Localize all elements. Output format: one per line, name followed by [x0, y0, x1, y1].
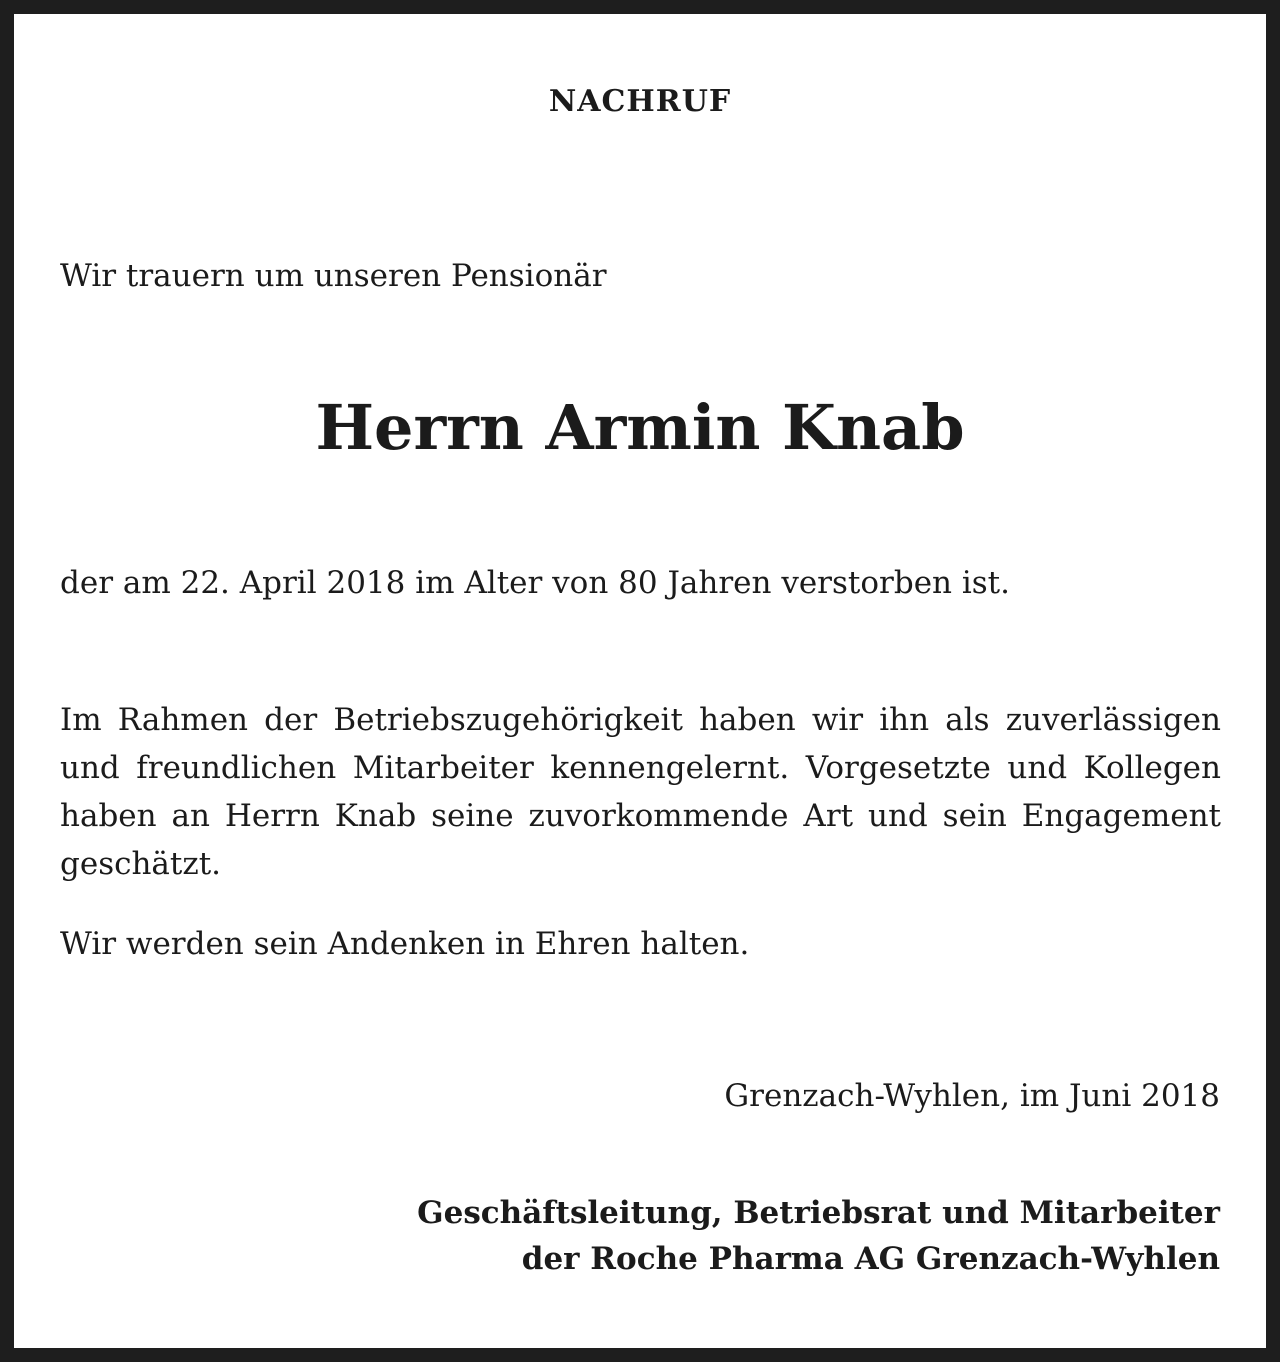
deceased-name: Herrn Armin Knab — [315, 391, 965, 464]
signature-block — [417, 1190, 1220, 1282]
intro-line: Wir trauern um unseren Pensionär — [60, 258, 607, 294]
closing-line: Wir werden sein Andenken in Ehren halten. — [60, 926, 750, 962]
notice-heading: NACHRUF — [548, 84, 732, 119]
signature-line-2: der Roche Pharma AG Grenzach-Wyhlen — [521, 1241, 1220, 1277]
tribute-paragraph: Im Rahmen der Betriebszugehörigkeit haben wir ihn als zuverlässigen und freundlichen Mitarbeiter kennengelernt. Vorgesetzte und Kollegen haben an Herrn Knab seine zuvorkommende Art und sein Engagement geschätzt. — [60, 702, 1221, 882]
death-date-line: der am 22. April 2018 im Alter von 80 Jahren verstorben ist. — [60, 565, 1010, 601]
place-and-date: Grenzach-Wyhlen, im Juni 2018 — [724, 1078, 1220, 1114]
signature-line-1: Geschäftsleitung, Betriebsrat und Mitarbeiter — [417, 1195, 1220, 1231]
